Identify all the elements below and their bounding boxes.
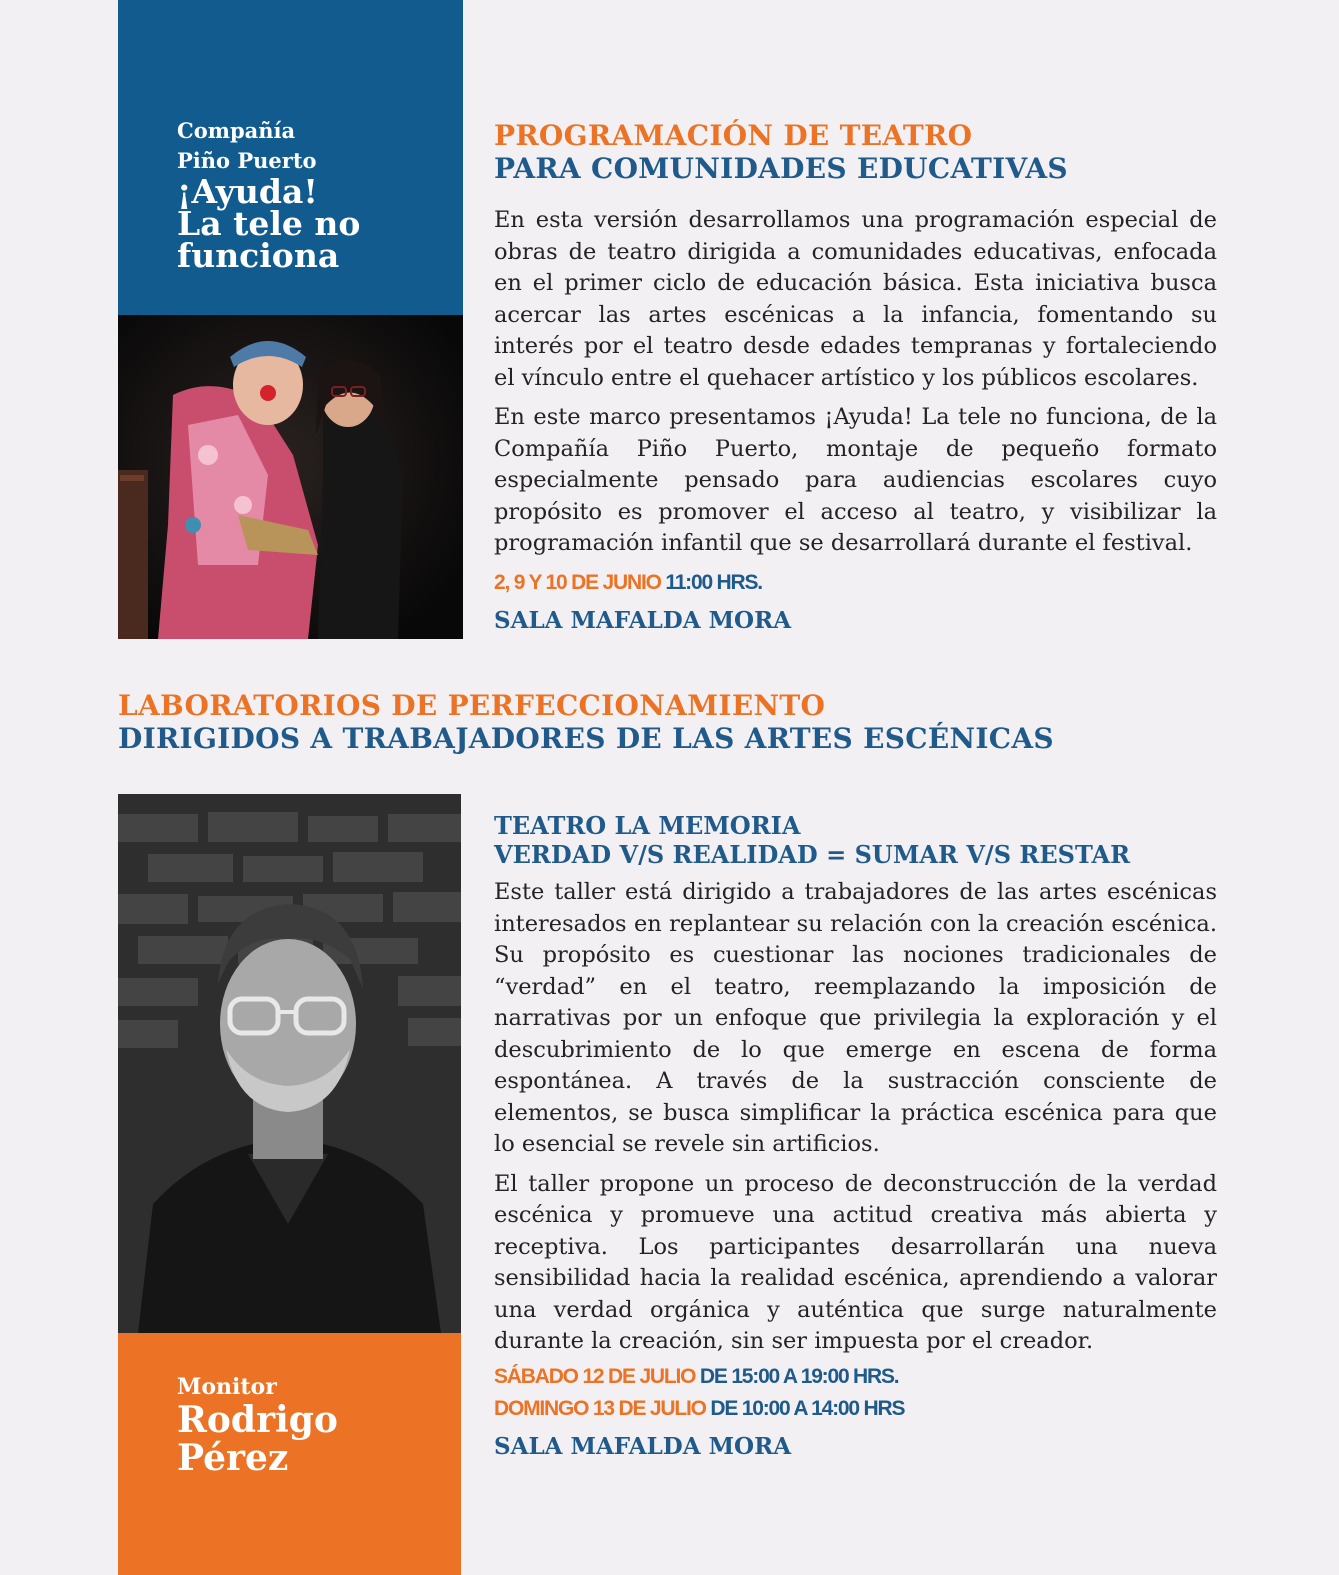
section2-paragraph-1: Este taller está dirigido a trabajadores de las artes escénicas interesados en replantear su relación con la creación escénica. Su propósito es cuestionar las nociones tradicionales de “verdad” en el teatro, reemplazando la imposición de narrativas por un enfoque que privilegia la exploración y el descubrimiento de lo que emerge en escena de forma espontánea. A través de la sustracción consciente de elementos, se busca simplificar la práctica escénica para que lo esencial se revele sin artificios. [494,879,1217,1157]
section2-venue: SALA MAFALDA MORA [494,1433,792,1460]
monitor-photo [118,794,461,1333]
show-photo [118,315,463,639]
section1-date: 2, 9 Y 10 DE JUNIO [494,571,661,594]
section2-date-1: SÁBADO 12 DE JULIO [494,1365,696,1388]
section2-schedule-1 [494,1361,898,1392]
section1-heading-line1: PROGRAMACIÓN DE TEATRO [494,119,973,152]
show-title-card [118,0,463,315]
section1-venue: SALA MAFALDA MORA [494,607,792,634]
section1-paragraph-1: En esta versión desarrollamos una programación especial de obras de teatro dirigida a comunidades educativas, enfocada en el primer ciclo de educación básica. Esta iniciativa busca acercar las artes escénicas a la infancia, fomentando su interés por el teatro desde edades tempranas y fortaleciendo el vínculo entre el quehacer artístico y los públicos escolares. [494,207,1217,391]
section2-heading-line1: LABORATORIOS DE PERFECCIONAMIENTO [118,689,826,722]
section2-schedule-2 [494,1393,904,1424]
section2-time-1: DE 15:00 A 19:00 HRS. [699,1365,899,1388]
monitor-name: Rodrigo Pérez [177,1399,338,1479]
section2-time-2: DE 10:00 A 14:00 HRS [710,1397,905,1420]
workshop-title: VERDAD V/S REALIDAD = SUMAR V/S RESTAR [494,840,1131,869]
section2-paragraph-2: El taller propone un proceso de deconstrucción de la verdad escénica y promueve una actitud creativa más abierta y receptiva. Los participantes desarrollarán una nueva sensibilidad hacia la realidad escénica, aprendiendo a valorar una verdad orgánica y auténtica que surge naturalmente durante la creación, sin ser impuesta por el creador. [494,1170,1217,1354]
company-name: Compañía Piño Puerto [177,118,317,173]
section2-date-2: DOMINGO 13 DE JULIO [494,1397,706,1420]
section1-paragraph-2: En este marco presentamos ¡Ayuda! La tele no funciona, de la Compañía Piño Puerto, montaje de pequeño formato especialmente pensado para audiencias escolares cuyo propósito es promover el acceso al teatro, y visibilizar la programación infantil que se desarrollará durante el festival. [494,404,1217,556]
workshop-company: TEATRO LA MEMORIA [494,811,801,840]
section1-body [494,205,1217,568]
section1-heading-line2: PARA COMUNIDADES EDUCATIVAS [494,152,1068,185]
show-title: ¡Ayuda! La tele no funciona [177,172,361,275]
monitor-card [118,1333,461,1575]
monitor-label: Monitor [177,1374,277,1400]
section2-body [494,877,1217,1366]
section1-schedule [494,567,762,598]
section1-time: 11:00 HRS. [665,571,762,594]
section2-heading-line2: DIRIGIDOS A TRABAJADORES DE LAS ARTES ESCÉNICAS [118,722,1054,755]
